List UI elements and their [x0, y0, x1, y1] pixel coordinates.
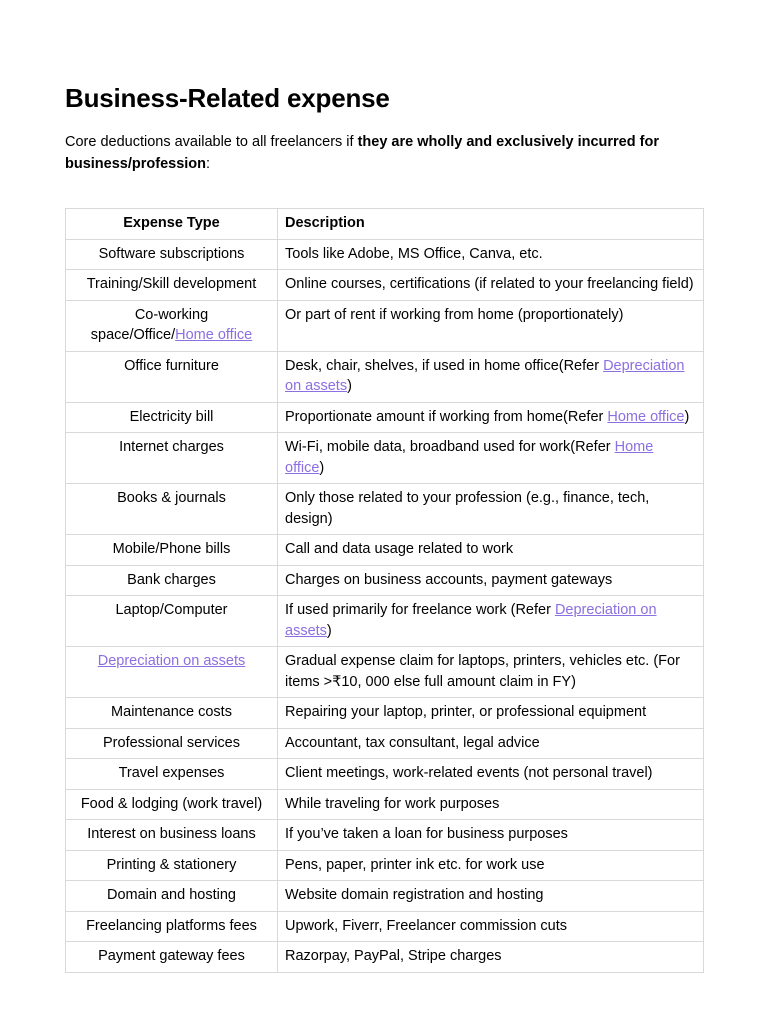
expense-type-cell: [66, 647, 278, 698]
table-row: [66, 911, 704, 942]
description-cell: [278, 270, 704, 301]
document-page: [65, 80, 703, 973]
cell-text: ): [347, 378, 352, 394]
cell-text: Interest on business loans: [87, 826, 256, 842]
cell-text: Books & journals: [117, 490, 226, 506]
expense-type-cell: [66, 300, 278, 351]
description-cell: [278, 239, 704, 270]
cell-text: Client meetings, work-related events (not personal travel): [285, 765, 653, 781]
cell-text: Food & lodging (work travel): [80, 795, 263, 812]
expense-type-cell: [66, 351, 278, 402]
cell-text: ): [326, 622, 332, 639]
cell-text: Razorpay, PayPal, Stripe charges: [285, 948, 502, 964]
table-row: [66, 881, 704, 912]
cell-text: If you’ve taken a loan for business purposes: [285, 826, 568, 842]
description-cell: [278, 535, 704, 566]
description-cell: [278, 698, 704, 729]
cell-text: Office furniture: [124, 357, 219, 374]
expense-type-cell: [66, 820, 278, 851]
cell-text: Domain and hosting: [107, 887, 236, 903]
description-cell: [278, 759, 704, 790]
table-row: [66, 484, 704, 535]
description-cell: [278, 300, 704, 351]
cell-text: If used primarily for freelance work (Refer: [285, 602, 555, 618]
cross-reference-link[interactable]: Depreciation on assets: [97, 653, 246, 669]
description-cell: [278, 484, 704, 535]
expense-type-cell: [66, 565, 278, 596]
expense-type-cell: [66, 535, 278, 566]
intro-suffix: :: [206, 156, 211, 172]
expense-type-cell: [66, 911, 278, 942]
description-cell: [278, 351, 704, 402]
expense-table: [65, 208, 704, 973]
intro-text: Core deductions available to all freelancers if: [65, 134, 358, 150]
cell-text: Training/Skill development: [86, 276, 257, 292]
expense-type-cell: [66, 728, 278, 759]
table-row: [66, 270, 704, 301]
table-row: [66, 850, 704, 881]
cross-reference-link[interactable]: Home office: [175, 327, 253, 343]
cell-text: Desk, chair, shelves, if used in home office(Refer: [285, 357, 604, 374]
header-expense-type: Expense Type: [66, 209, 278, 240]
cell-text: Printing & stationery: [106, 856, 237, 873]
cross-reference-link[interactable]: Home office: [285, 439, 654, 476]
intro-paragraph: [65, 131, 695, 175]
expense-type-cell: [66, 433, 278, 484]
expense-type-cell: [66, 759, 278, 790]
expense-type-cell: [66, 402, 278, 433]
cell-text: Maintenance costs: [111, 704, 232, 720]
expense-type-cell: [66, 850, 278, 881]
description-cell: [278, 789, 704, 820]
cell-text: Co-working space/Office/: [90, 306, 209, 343]
cell-text: ): [684, 408, 690, 425]
cell-text: ): [319, 459, 325, 476]
cell-text: Internet charges: [119, 439, 224, 455]
table-row: [66, 402, 704, 433]
table-row: [66, 942, 704, 973]
cell-text: Software subscriptions: [98, 245, 245, 262]
expense-type-cell: [66, 789, 278, 820]
expense-type-cell: [66, 698, 278, 729]
cell-text: Or part of rent if working from home (proportionately): [285, 306, 624, 323]
description-cell: [278, 596, 704, 647]
page-title: Business-Related expense: [65, 83, 390, 113]
table-row: [66, 300, 704, 351]
cell-text: Travel expenses: [118, 765, 225, 781]
cell-text: Charges on business accounts, payment gateways: [285, 571, 613, 588]
table-row: [66, 433, 704, 484]
cell-text: Pens, paper, printer ink etc. for work use: [285, 856, 545, 873]
cell-text: Laptop/Computer: [115, 602, 228, 618]
table-row: [66, 789, 704, 820]
expense-type-cell: [66, 484, 278, 535]
description-cell: [278, 850, 704, 881]
header-description: Description: [278, 209, 704, 240]
table-row: [66, 351, 704, 402]
table-row: [66, 728, 704, 759]
cell-text: Freelancing platforms fees: [86, 917, 257, 934]
cell-text: While traveling for work purposes: [285, 795, 500, 812]
expense-type-cell: [66, 942, 278, 973]
description-cell: [278, 402, 704, 433]
description-cell: [278, 728, 704, 759]
cross-reference-link[interactable]: Depreciation on assets: [285, 357, 685, 394]
table-row: [66, 647, 704, 698]
table-header-row: [66, 209, 704, 240]
cell-text: Repairing your laptop, printer, or professional equipment: [285, 704, 647, 720]
cross-reference-link[interactable]: Depreciation on assets: [285, 602, 657, 639]
description-cell: [278, 433, 704, 484]
cell-text: Electricity bill: [129, 408, 214, 425]
cross-reference-link[interactable]: Home office: [607, 408, 685, 425]
cell-text: Mobile/Phone bills: [112, 541, 231, 557]
cell-text: Gradual expense claim for laptops, printers, vehicles etc. (For items >₹10, 000 else full amount claim in FY): [285, 653, 680, 690]
table-row: [66, 239, 704, 270]
description-cell: [278, 942, 704, 973]
cell-text: Call and data usage related to work: [285, 541, 514, 557]
expense-type-cell: [66, 270, 278, 301]
expense-type-cell: [66, 881, 278, 912]
table-row: [66, 535, 704, 566]
description-cell: [278, 647, 704, 698]
description-cell: [278, 565, 704, 596]
cell-text: Payment gateway fees: [98, 948, 245, 964]
cell-text: Only those related to your profession (e.g., finance, tech, design): [285, 490, 650, 527]
table-row: [66, 698, 704, 729]
table-body: [66, 239, 704, 972]
table-row: [66, 820, 704, 851]
table-row: [66, 759, 704, 790]
cell-text: Wi-Fi, mobile data, broadband used for work(Refer: [285, 439, 615, 455]
table-row: [66, 596, 704, 647]
intro-bold-text: they are wholly and exclusively incurred for business/profession: [65, 134, 659, 172]
cell-text: Tools like Adobe, MS Office, Canva, etc.: [285, 245, 543, 262]
description-cell: [278, 881, 704, 912]
cell-text: Proportionate amount if working from home(Refer: [285, 408, 608, 425]
expense-type-cell: [66, 596, 278, 647]
cell-text: Upwork, Fiverr, Freelancer commission cuts: [285, 917, 568, 934]
cell-text: Bank charges: [127, 571, 216, 588]
description-cell: [278, 911, 704, 942]
cell-text: Professional services: [103, 734, 240, 751]
cell-text: Online courses, certifications (if related to your freelancing field): [285, 276, 694, 292]
description-cell: [278, 820, 704, 851]
cell-text: Website domain registration and hosting: [285, 887, 544, 903]
table-row: [66, 565, 704, 596]
expense-type-cell: [66, 239, 278, 270]
cell-text: Accountant, tax consultant, legal advice: [285, 734, 540, 751]
